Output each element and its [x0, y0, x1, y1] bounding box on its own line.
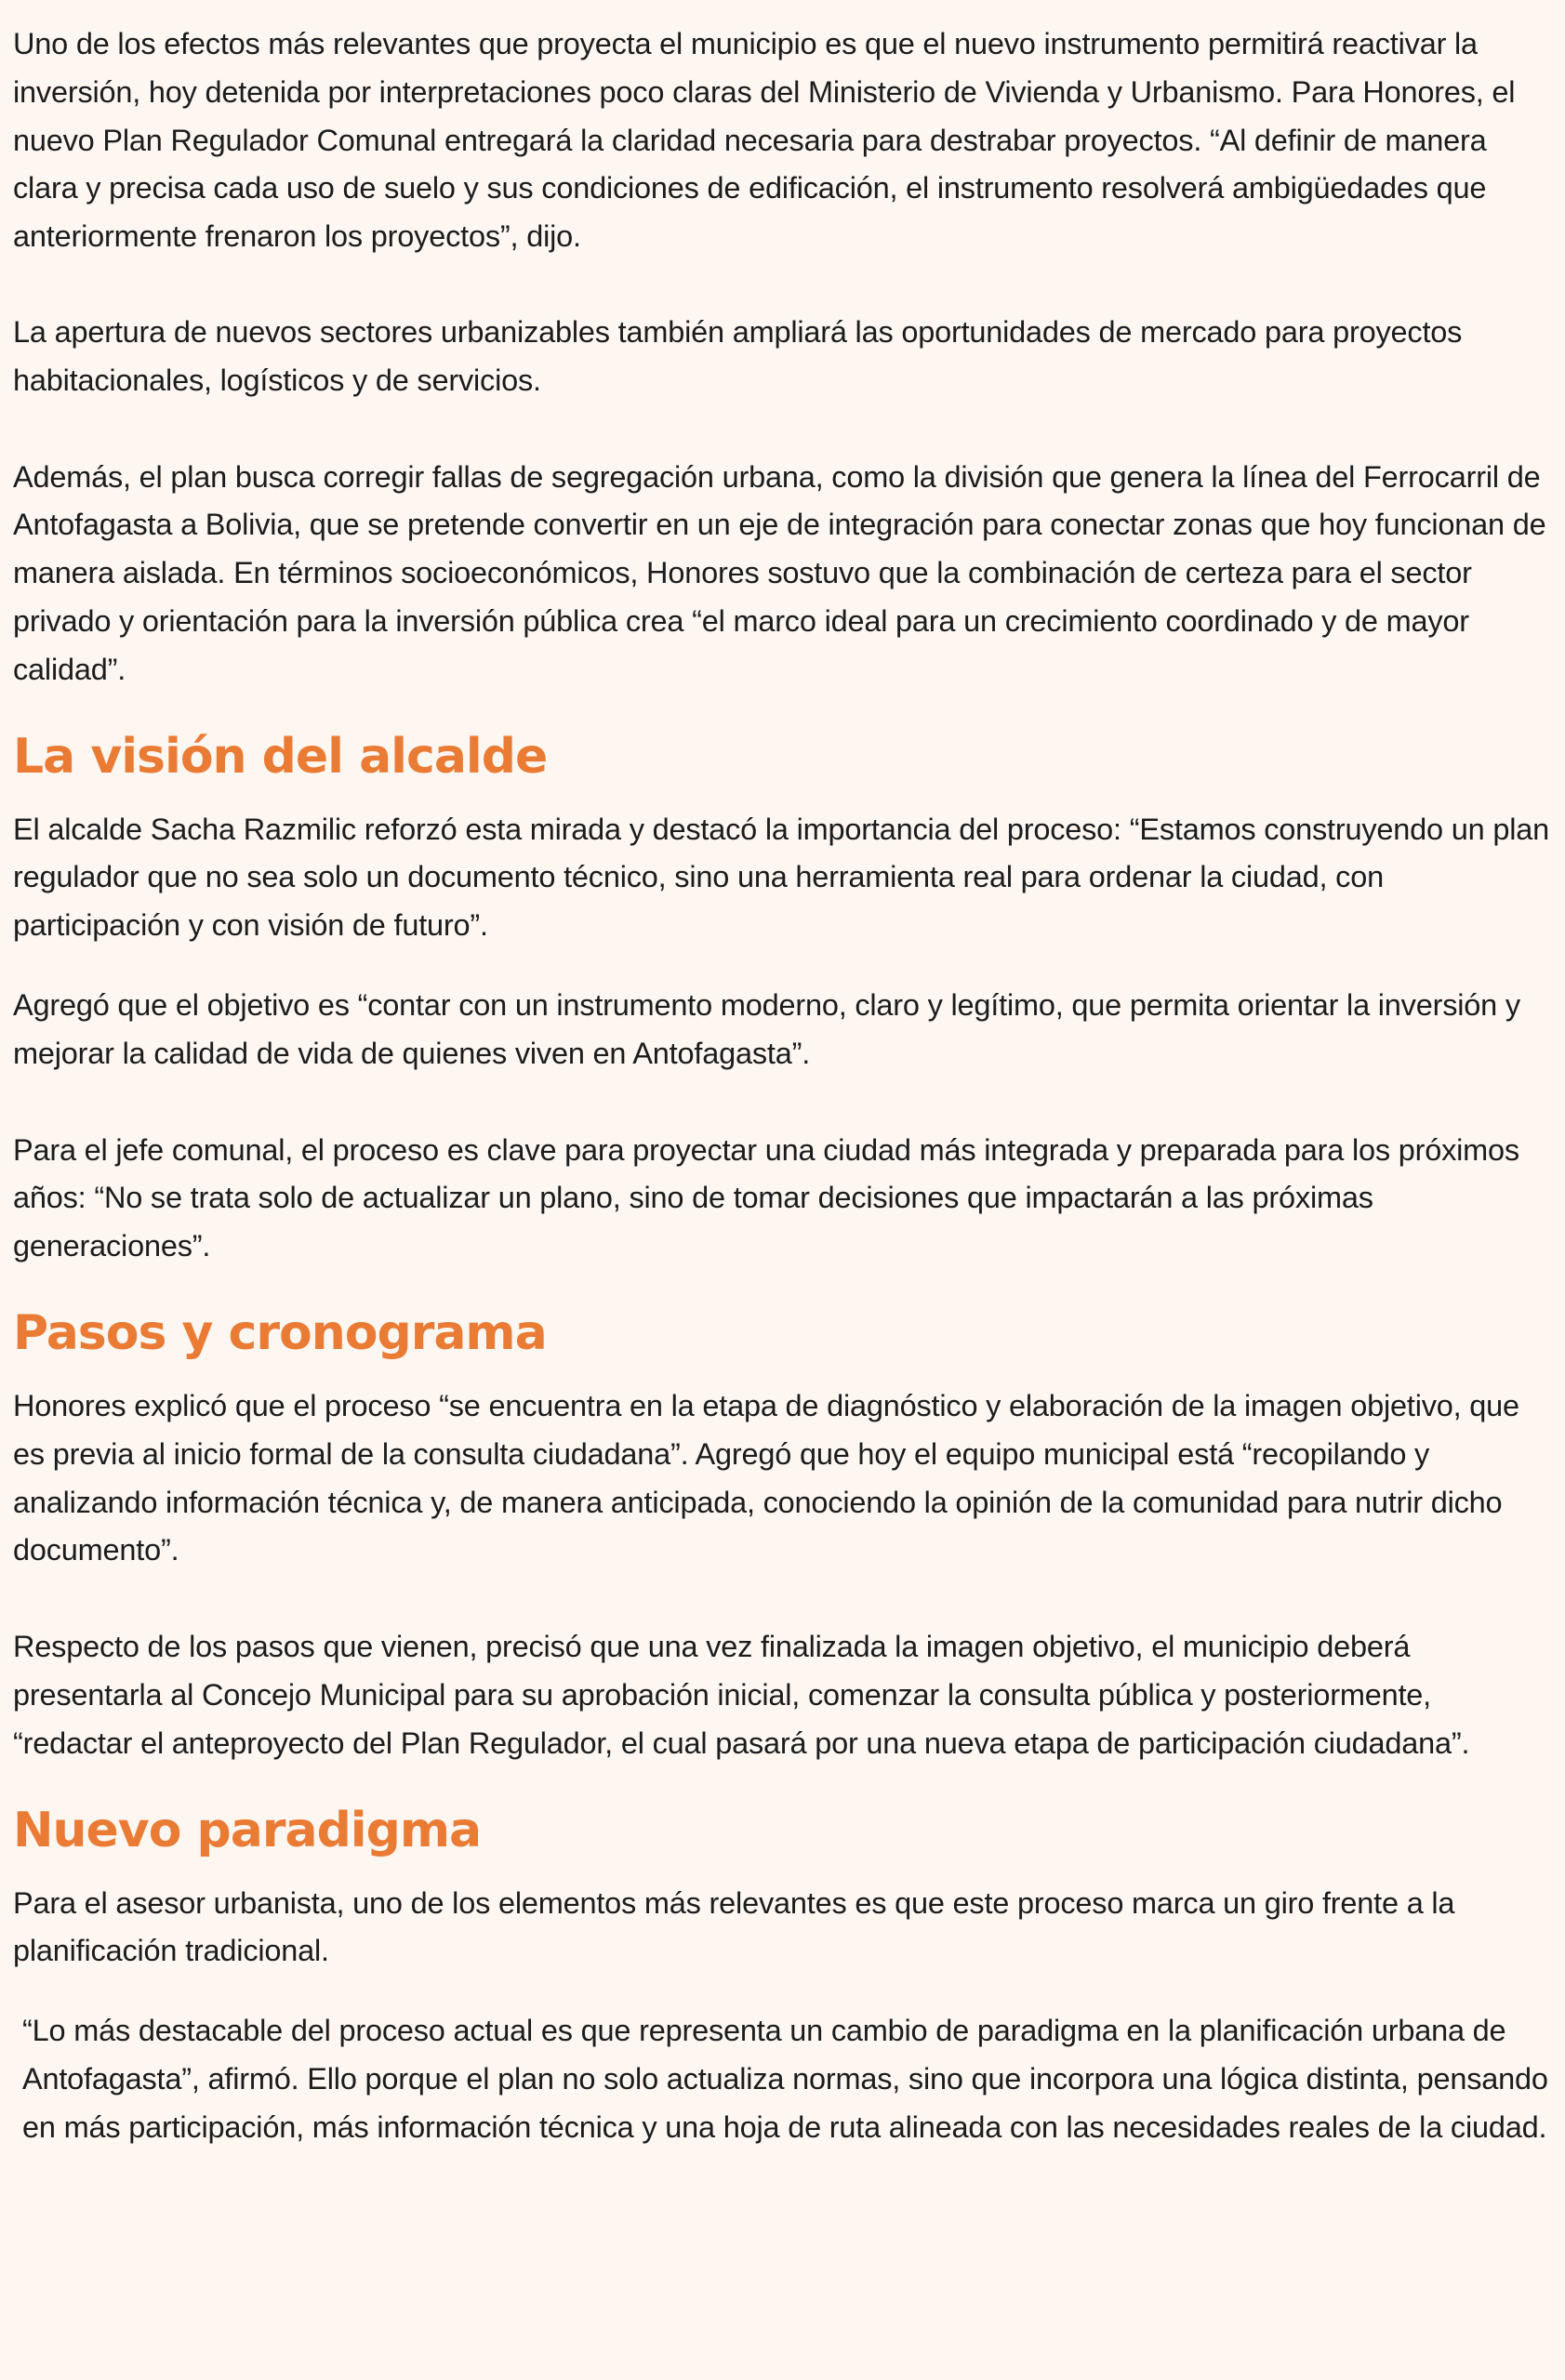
paragraph-jefe-comunal: Para el jefe comunal, el proceso es clave para proyectar una ciudad más integrada y preparada para los próximos años: “No se trata solo de actualizar un plano, sino de tomar decisiones que impactarán a las próximas generaciones”.: [13, 1132, 1519, 1263]
paragraph-objetivo: Agregó que el objetivo es “contar con un instrumento moderno, claro y legítimo, que permita orientar la inversión y mejorar la calidad de vida de quienes viven en Antofagasta”.: [13, 987, 1520, 1070]
paragraph-sectores-urbanizables: La apertura de nuevos sectores urbanizables también ampliará las oportunidades de mercado para proyectos habitacionales, logísticos y de servicios.: [13, 314, 1463, 397]
heading-vision-alcalde: La visión del alcalde: [13, 728, 548, 785]
paragraph-cambio-paradigma-quote: “Lo más destacable del proceso actual es que representa un cambio de paradigma en la planificación urbana de Antofagasta”, afirmó. Ello porque el plan no solo actualiza normas, sino que incorpora una lógica distinta, pensando en más participación, más información técnica y una hoja de ruta alineada con las necesidades reales de la ciudad.: [22, 2014, 1548, 2144]
heading-pasos-cronograma: Pasos y cronograma: [13, 1304, 547, 1361]
paragraph-inversion: Uno de los efectos más relevantes que proyecta el municipio es que el nuevo instrumento permitirá reactivar la inversión, hoy detenida por interpretaciones poco claras del Ministerio de Vivienda y Urbanismo. Para Honores, el nuevo Plan Regulador Comunal entregará la claridad necesaria para destrabar proyectos. “Al definir de manera clara y precisa cada uso de suelo y sus condiciones de edificación, el instrumento resolverá ambigüedades que anteriormente frenaron los proyectos”, dijo.: [13, 27, 1516, 254]
paragraph-pasos-siguientes: Respecto de los pasos que vienen, precisó que una vez finalizada la imagen objetivo, el municipio deberá presentarla al Concejo Municipal para su aprobación inicial, comenzar la consulta pública y posteriormente, “redactar el anteproyecto del Plan Regulador, el cual pasará por una nueva etapa de participación ciudadana”.: [13, 1630, 1470, 1760]
paragraph-segregacion-urbana: Además, el plan busca corregir fallas de segregación urbana, como la división que genera la línea del Ferrocarril de Antofagasta a Bolivia, que se pretende convertir en un eje de integración para conectar zonas que hoy funcionan de manera aislada. En términos socioeconómicos, Honores sostuvo que la combinación de certeza para el sector privado y orientación para la inversión pública crea “el marco ideal para un crecimiento coordinado y de mayor calidad”.: [13, 459, 1546, 686]
heading-nuevo-paradigma: Nuevo paradigma: [13, 1802, 482, 1858]
paragraph-razmilic-quote: El alcalde Sacha Razmilic reforzó esta mirada y destacó la importancia del proceso: “Estamos construyendo un plan regulador que no sea solo un documento técnico, sino una herramienta real para ordenar la ciudad, con participación y con visión de futuro”.: [13, 812, 1549, 943]
paragraph-asesor-urbanista: Para el asesor urbanista, uno de los elementos más relevantes es que este proceso marca un giro frente a la planificación tradicional.: [13, 1885, 1455, 1968]
paragraph-etapa-diagnostico: Honores explicó que el proceso “se encuentra en la etapa de diagnóstico y elaboración de la imagen objetivo, que es previa al inicio formal de la consulta ciudadana”. Agregó que hoy el equipo municipal está “recopilando y analizando información técnica y, de manera anticipada, conociendo la opinión de la comunidad para nutrir dicho documento”.: [13, 1388, 1519, 1567]
